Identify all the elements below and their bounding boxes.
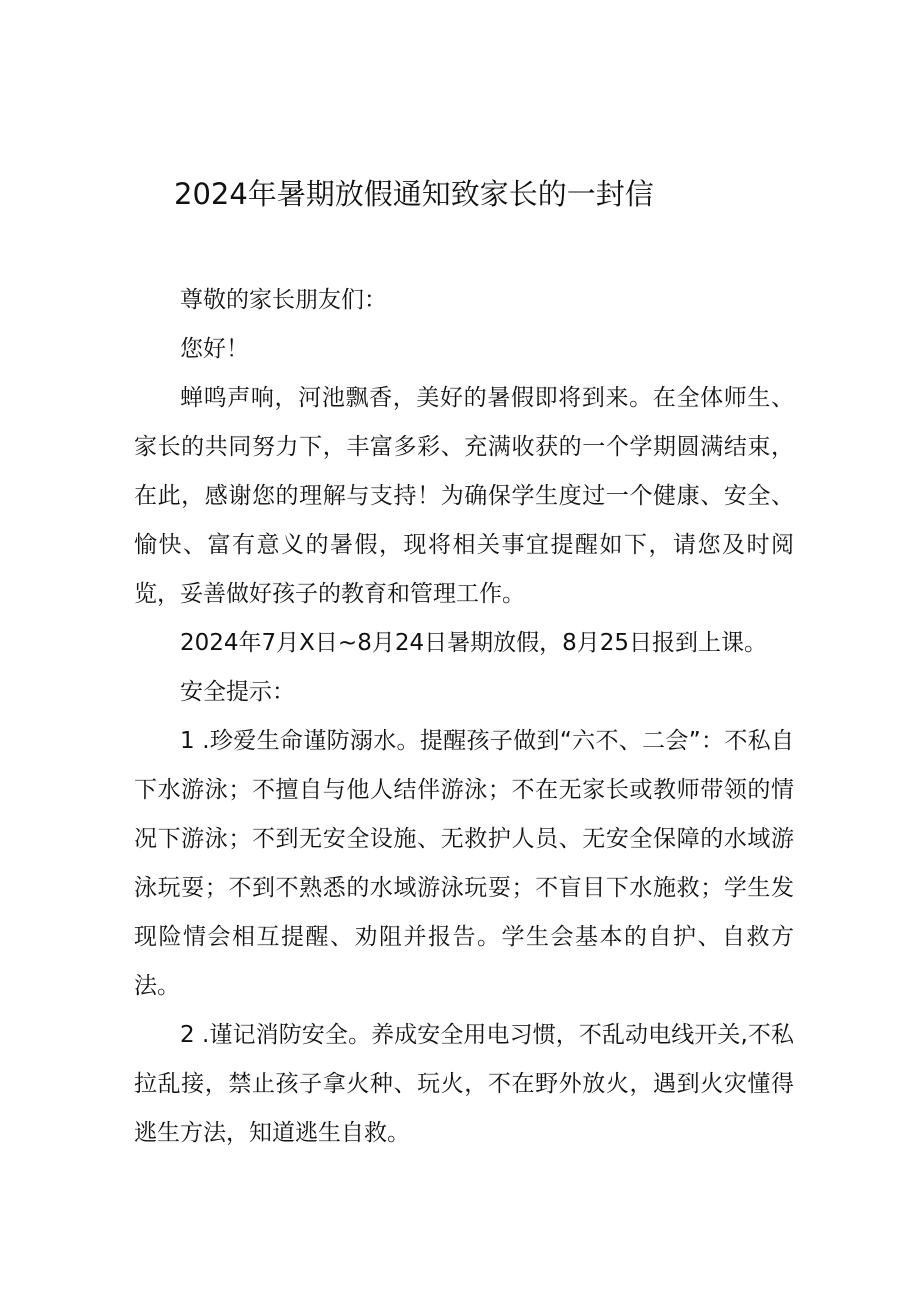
greeting: 您好！ bbox=[180, 336, 249, 362]
drowning-safety-paragraph: 1 .珍爱生命谨防溺水。提醒孩子做到“六不、二会”：不私自下水游泳；不擅自与他人结伴游泳；不在无家长或教师带领的情况下游泳；不到无安全设施、无救护人员、无安全保障的水域游泳玩耍；不到不熟悉的水域游泳玩耍；不盲目下水施救；学生发现险情会相互提醒、劝阻并报告。学生会基本的自护、自救方法。 bbox=[134, 728, 794, 999]
fire-safety-paragraph: 2 .谨记消防安全。养成安全用电习惯，不乱动电线开关,不私拉乱接，禁止孩子拿火种、玩火，不在野外放火，遇到火灾懂得逃生方法，知道逃生自救。 bbox=[134, 1022, 794, 1146]
salutation: 尊敬的家长朋友们： bbox=[180, 287, 387, 313]
intro-paragraph: 蝉鸣声响，河池飘香，美好的暑假即将到来。在全体师生、家长的共同努力下，丰富多彩、充满收获的一个学期圆满结束，在此，感谢您的理解与支持！为确保学生度过一个健康、安全、愉快、富有意义的暑假，现将相关事宜提醒如下，请您及时阅览，妥善做好孩子的教育和管理工作。 bbox=[134, 385, 794, 607]
holiday-dates-paragraph: 2024年7月X日~8月24日暑期放假，8月25日报到上课。 bbox=[180, 630, 767, 656]
safety-heading: 安全提示： bbox=[180, 679, 295, 705]
document-title: 2024年暑期放假通知致家长的一封信 bbox=[174, 177, 654, 211]
letter-body bbox=[134, 276, 794, 1158]
